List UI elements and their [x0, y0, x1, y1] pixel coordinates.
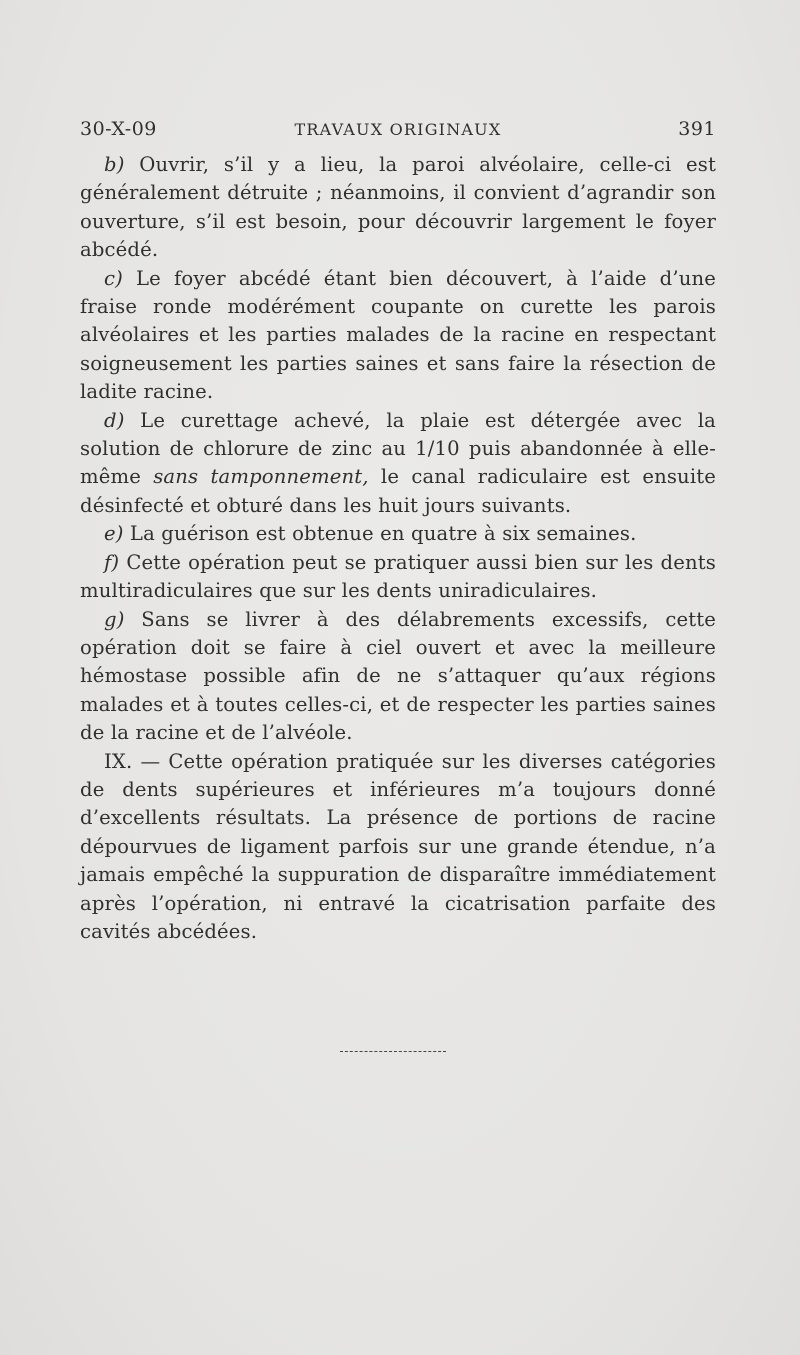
paragraph-d — [80, 407, 716, 521]
section-marker: IX. — — [104, 749, 161, 773]
end-divider — [340, 1051, 446, 1052]
paragraph-text: La guérison est obtenue en quatre à six semaines. — [123, 522, 637, 546]
page-number: 391 — [678, 118, 716, 140]
paragraph-b — [80, 151, 716, 265]
paragraph-text: Cette opération pratiquée sur les diverses catégories de dents supérieures et inférieures m’a toujours donné d’excellents résultats. La présence de portions de racine dépourvues de ligament parfois sur une grande étendue, n’a jamais empêché la suppuration de disparaître immédiatement après l’opération, ni entravé la cicatrisation parfaite des cavités abcédées. — [80, 749, 716, 943]
article-body — [80, 151, 716, 946]
paragraph-f — [80, 549, 716, 606]
paragraph-ix — [80, 748, 716, 947]
paragraph-text: Le foyer abcédé étant bien découvert, à l’aide d’une fraise ronde modérément coupante on curette les parois alvéolaires et les parties malades de la racine en respectant soigneusement les parties saines et sans faire la résection de ladite racine. — [80, 266, 716, 404]
paragraph-text: Sans se livrer à des délabrements excessifs, cette opération doit se faire à ciel ouvert et avec la meilleure hémostase possible afin de ne s’attaquer qu’aux régions malades et à toutes celles-ci, et de respecter les parties saines de la racine et de l’alvéole. — [80, 607, 716, 745]
paragraph-text: le canal radiculaire est ensuite désinfecté et obturé dans les huit jours suivants. — [80, 465, 717, 517]
paragraph-marker: c) — [104, 266, 123, 290]
paragraph-marker: e) — [104, 522, 124, 546]
paragraph-marker: f) — [104, 550, 120, 574]
running-header — [80, 118, 716, 146]
paragraph-g — [80, 606, 716, 748]
paragraph-marker: b) — [104, 153, 125, 176]
paragraph-e — [80, 520, 716, 548]
paragraph-marker: d) — [104, 408, 125, 432]
running-title: TRAVAUX ORIGINAUX — [294, 120, 502, 139]
header-date: 30-X-09 — [80, 118, 157, 140]
paragraph-text: Cette opération peut se pratiquer aussi bien sur les dents multiradiculaires que sur les dents uniradiculaires. — [80, 550, 716, 603]
paragraph-marker: g) — [104, 607, 125, 631]
paragraph-c — [80, 265, 716, 407]
paragraph-text: Ouvrir, s’il y a lieu, la paroi alvéolaire, celle-ci est généralement détruite ; néanmoins, il convient d’agrandir son ouverture, s’il est besoin, pour découvrir largement le foyer abcédé. — [80, 153, 716, 262]
paragraph-text: Le curettage achevé, la plaie est détergée avec la solution de chlorure de zinc au 1/10 puis abandonnée à elle-même — [80, 408, 716, 489]
emphasis-text: sans tamponnement, — [153, 465, 369, 489]
